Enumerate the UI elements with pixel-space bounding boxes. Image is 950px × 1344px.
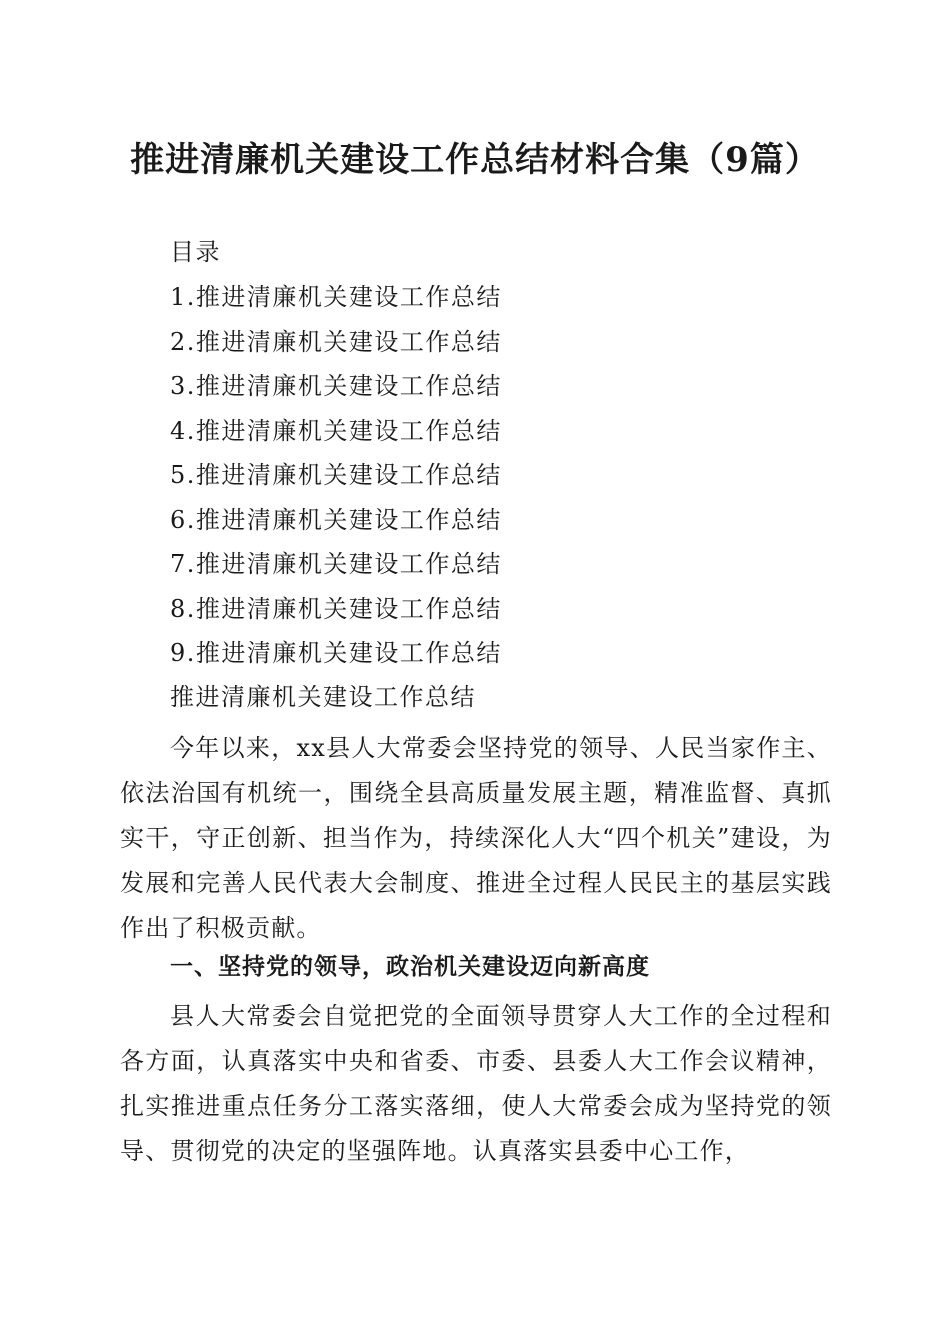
toc-item: 4.推进清廉机关建设工作总结	[170, 417, 502, 445]
section-heading: 一、坚持党的领导，政治机关建设迈向新高度	[170, 954, 650, 980]
toc-item: 3.推进清廉机关建设工作总结	[170, 372, 502, 400]
body-paragraph: 今年以来，xx县人大常委会坚持党的领导、人民当家作主、依法治国有机统一，围绕全县高质量发展主题，精准监督、真抓实干，守正创新、担当作为，持续深化人大“四个机关”建设，为发展和完善人民代表大会制度、推进全过程人民民主的基层实践作出了积极贡献。	[120, 734, 832, 942]
toc-label: 目录	[170, 238, 221, 266]
toc-item: 5.推进清廉机关建设工作总结	[170, 461, 502, 489]
document-title: 推进清廉机关建设工作总结材料合集（9篇）	[130, 140, 820, 180]
section-title: 推进清廉机关建设工作总结	[170, 683, 476, 711]
toc-item: 9.推进清廉机关建设工作总结	[170, 639, 502, 667]
toc-item: 2.推进清廉机关建设工作总结	[170, 328, 502, 356]
toc-item: 1.推进清廉机关建设工作总结	[170, 283, 502, 311]
body-paragraph: 县人大常委会自觉把党的全面领导贯穿人大工作的全过程和各方面，认真落实中央和省委、市委、县委人大工作会议精神，扎实推进重点任务分工落实落细，使人大常委会成为坚持党的领导、贯彻党的决定的坚强阵地。认真落实县委中心工作，	[120, 1002, 832, 1165]
toc-item: 6.推进清廉机关建设工作总结	[170, 506, 502, 534]
toc-item: 7.推进清廉机关建设工作总结	[170, 550, 502, 578]
toc-item: 8.推进清廉机关建设工作总结	[170, 595, 502, 623]
